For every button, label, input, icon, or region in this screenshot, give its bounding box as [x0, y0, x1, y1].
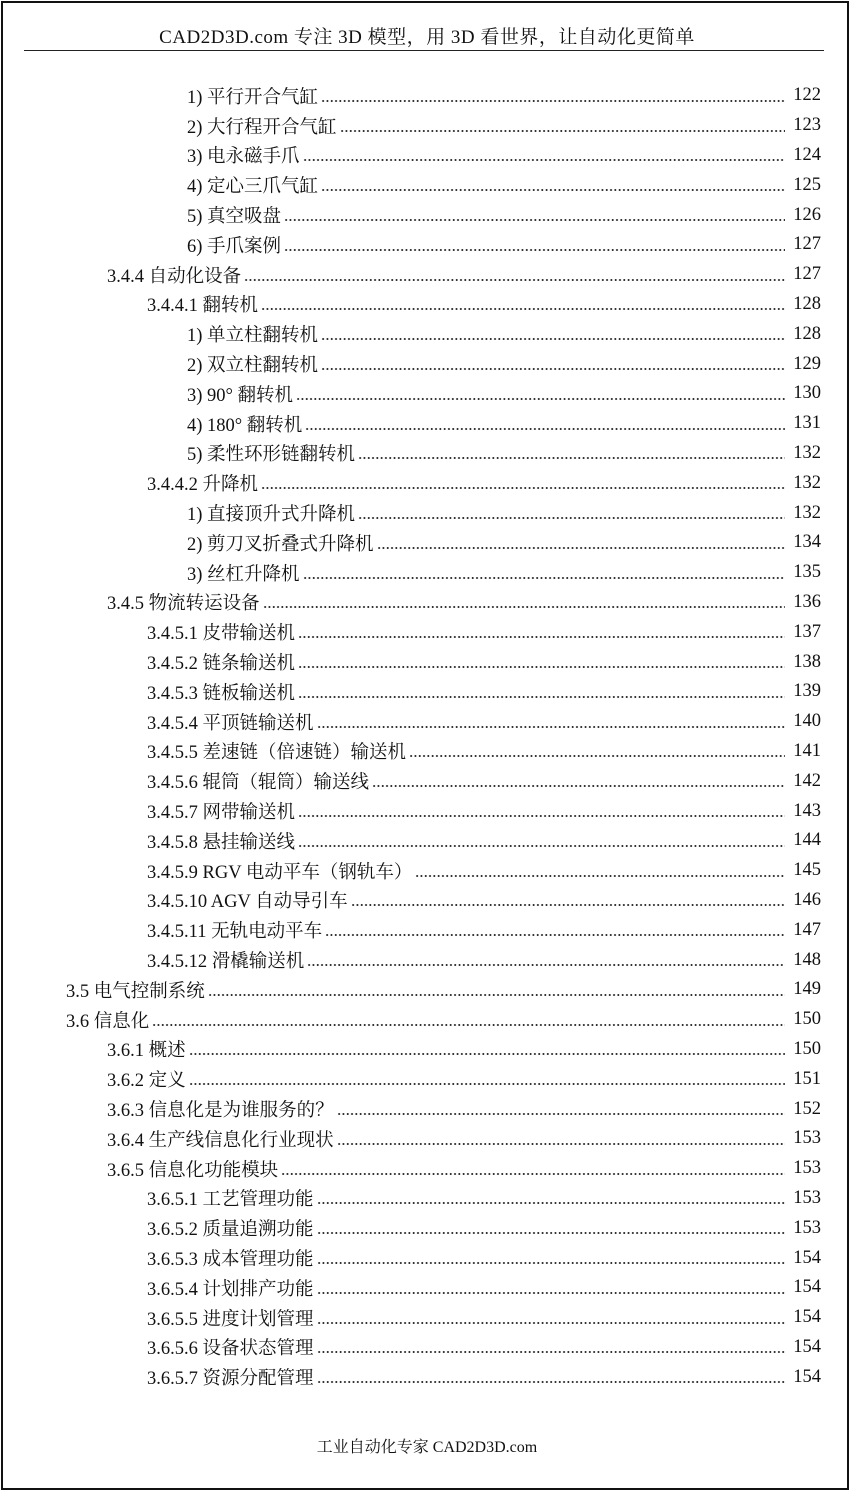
toc-entry-page-number: 130	[793, 383, 821, 404]
toc-entry[interactable]	[187, 200, 821, 230]
toc-entry[interactable]	[147, 737, 821, 767]
toc-entry-page-number: 141	[793, 740, 821, 761]
toc-entry-title: 2) 双立柱翻转机	[187, 356, 319, 377]
toc-entry-title: 3.4.5 物流转运设备	[107, 594, 260, 615]
toc-entry[interactable]	[147, 886, 821, 916]
toc-entry-page-number: 135	[793, 562, 821, 583]
toc-entry[interactable]	[147, 468, 821, 498]
toc-entry[interactable]	[187, 141, 821, 171]
dot-leader	[303, 159, 785, 161]
dot-leader	[317, 1232, 785, 1234]
page-header: CAD2D3D.com 专注 3D 模型，用 3D 看世界，让自动化更简单	[159, 27, 695, 48]
toc-entry[interactable]	[187, 349, 821, 379]
toc-entry-page-number: 154	[793, 1336, 821, 1357]
dot-leader	[298, 636, 785, 638]
toc-entry-page-number: 148	[793, 949, 821, 970]
toc-entry-title: 3.4.5.11 无轨电动平车	[147, 922, 323, 943]
dot-leader	[189, 1053, 785, 1055]
header-rule	[24, 50, 824, 51]
toc-entry[interactable]	[187, 379, 821, 409]
toc-entry-title: 3.6.5.5 进度计划管理	[147, 1309, 314, 1330]
toc-entry-title: 3.4.5.8 悬挂输送线	[147, 832, 296, 853]
toc-entry-page-number: 142	[793, 770, 821, 791]
dot-leader	[358, 517, 785, 519]
toc-entry-title: 1) 平行开合气缸	[187, 87, 319, 108]
toc-entry-page-number: 128	[793, 323, 821, 344]
dot-leader	[321, 189, 785, 191]
dot-leader	[284, 219, 785, 221]
dot-leader	[208, 994, 785, 996]
toc-entry-title: 3.4.4.1 翻转机	[147, 296, 259, 317]
toc-entry-title: 4) 180° 翻转机	[187, 415, 303, 436]
toc-entry-title: 3.5 电气控制系统	[66, 981, 205, 1002]
toc-entry-page-number: 154	[793, 1277, 821, 1298]
toc-entry-page-number: 154	[793, 1247, 821, 1268]
toc-entry-title: 5) 柔性环形链翻转机	[187, 445, 356, 466]
dot-leader	[317, 1262, 785, 1264]
toc-entry-page-number: 149	[793, 979, 821, 1000]
dot-leader	[321, 100, 785, 102]
dot-leader	[281, 1173, 785, 1175]
toc-entry-page-number: 146	[793, 889, 821, 910]
toc-entry-title: 3.6.3 信息化是为谁服务的？	[107, 1101, 334, 1122]
toc-entry-page-number: 128	[793, 293, 821, 314]
toc-entry-page-number: 123	[793, 115, 821, 136]
toc-entry-title: 3.6.2 定义	[107, 1071, 186, 1092]
toc-entry[interactable]	[147, 1213, 821, 1243]
toc-entry-title: 3.6.5.3 成本管理功能	[147, 1250, 314, 1271]
toc-entry-title: 3.6.4 生产线信息化行业现状	[107, 1130, 334, 1151]
dot-leader	[263, 606, 785, 608]
toc-entry-title: 5) 真空吸盘	[187, 207, 282, 228]
toc-entry[interactable]	[107, 1064, 821, 1094]
dot-leader	[409, 755, 785, 757]
toc-entry-title: 3.4.4.2 升降机	[147, 475, 259, 496]
dot-leader	[358, 457, 785, 459]
toc-entry[interactable]	[147, 826, 821, 856]
toc-entry-page-number: 153	[793, 1128, 821, 1149]
toc-entry-page-number: 153	[793, 1158, 821, 1179]
toc-entry[interactable]	[107, 1154, 821, 1184]
toc-entry-title: 3.6.5.2 质量追溯功能	[147, 1220, 314, 1241]
toc-entry-page-number: 132	[793, 502, 821, 523]
toc-entry-title: 3.6.1 概述	[107, 1041, 186, 1062]
toc-entry-page-number: 129	[793, 353, 821, 374]
toc-entry[interactable]	[107, 1124, 821, 1154]
toc-entry-title: 3.6.5.7 资源分配管理	[147, 1369, 314, 1390]
toc-entry-page-number: 131	[793, 413, 821, 434]
toc-entry-page-number: 127	[793, 264, 821, 285]
dot-leader	[321, 338, 785, 340]
toc-entry-title: 3.4.5.5 差速链（倍速链）输送机	[147, 743, 407, 764]
toc-entry-page-number: 137	[793, 621, 821, 642]
toc-entry-page-number: 140	[793, 711, 821, 732]
toc-entry[interactable]	[187, 170, 821, 200]
toc-entry-page-number: 154	[793, 1366, 821, 1387]
dot-leader	[189, 1083, 785, 1085]
dot-leader	[298, 815, 785, 817]
toc-entry[interactable]	[187, 439, 821, 469]
toc-entry[interactable]	[107, 260, 821, 290]
toc-entry-page-number: 153	[793, 1217, 821, 1238]
dot-leader	[296, 398, 785, 400]
toc-entry-title: 3.4.5.4 平顶链输送机	[147, 713, 314, 734]
dot-leader	[244, 279, 785, 281]
dot-leader	[337, 1113, 785, 1115]
toc-entry-title: 3.6.5.6 设备状态管理	[147, 1339, 314, 1360]
toc-entry[interactable]	[107, 1035, 821, 1065]
toc-entry-title: 3.4.4 自动化设备	[107, 266, 242, 287]
toc-entry-page-number: 145	[793, 860, 821, 881]
toc-entry-page-number: 125	[793, 174, 821, 195]
toc-entry[interactable]	[147, 1243, 821, 1273]
dot-leader	[351, 904, 785, 906]
toc-entry[interactable]	[147, 796, 821, 826]
toc-entry-page-number: 124	[793, 144, 821, 165]
toc-entry-title: 3.4.5.7 网带输送机	[147, 803, 296, 824]
toc-entry[interactable]	[147, 677, 821, 707]
toc-entry[interactable]	[147, 915, 821, 945]
toc-entry[interactable]	[147, 617, 821, 647]
dot-leader	[317, 1202, 785, 1204]
toc-entry-page-number: 139	[793, 681, 821, 702]
dot-leader	[305, 428, 785, 430]
toc-entry-title: 3.6.5.4 计划排产功能	[147, 1279, 314, 1300]
toc-entry-page-number: 136	[793, 591, 821, 612]
toc-entry[interactable]	[147, 1184, 821, 1214]
toc-entry[interactable]	[107, 1094, 821, 1124]
dot-leader	[298, 845, 785, 847]
dot-leader	[303, 577, 785, 579]
toc-entry-title: 2) 剪刀叉折叠式升降机	[187, 534, 374, 555]
toc-entry[interactable]	[187, 111, 821, 141]
dot-leader	[152, 1024, 785, 1026]
dot-leader	[317, 1351, 785, 1353]
toc-entry[interactable]	[147, 290, 821, 320]
toc-entry-page-number: 152	[793, 1098, 821, 1119]
dot-leader	[317, 726, 785, 728]
toc-entry[interactable]	[187, 558, 821, 588]
toc-entry-title: 3.4.5.6 辊筒（辊筒）输送线	[147, 773, 370, 794]
toc-entry-title: 3) 丝杠升降机	[187, 564, 300, 585]
toc-entry[interactable]	[107, 588, 821, 618]
toc-entry[interactable]	[147, 945, 821, 975]
toc-entry-title: 3) 电永磁手爪	[187, 147, 300, 168]
toc-entry[interactable]	[66, 1005, 821, 1035]
toc-entry-title: 3.4.5.2 链条输送机	[147, 654, 296, 675]
dot-leader	[340, 130, 785, 132]
toc-entry[interactable]	[147, 856, 821, 886]
toc-entry-title: 3.4.5.9 RGV 电动平车（钢轨车）	[147, 862, 413, 883]
toc-entry-title: 3.4.5.12 滑橇输送机	[147, 952, 305, 973]
dot-leader	[261, 487, 785, 489]
dot-leader	[298, 696, 785, 698]
toc-entry-title: 3.4.5.3 链板输送机	[147, 683, 296, 704]
toc-entry[interactable]	[147, 1333, 821, 1363]
dot-leader	[321, 368, 785, 370]
toc-entry-page-number: 138	[793, 651, 821, 672]
toc-entry-title: 3.6 信息化	[66, 1011, 150, 1032]
toc-entry[interactable]	[147, 1273, 821, 1303]
dot-leader	[325, 934, 785, 936]
toc-entry[interactable]	[187, 81, 821, 111]
toc-entry-page-number: 150	[793, 1009, 821, 1030]
toc-entry-page-number: 150	[793, 1038, 821, 1059]
toc-entry-page-number: 151	[793, 1068, 821, 1089]
dot-leader	[284, 249, 785, 251]
toc-entry-title: 1) 直接顶升式升降机	[187, 505, 356, 526]
toc-entry-title: 3.6.5 信息化功能模块	[107, 1160, 279, 1181]
toc-entry[interactable]	[147, 1362, 821, 1392]
dot-leader	[377, 547, 785, 549]
toc-entry-page-number: 154	[793, 1307, 821, 1328]
toc-entry[interactable]	[147, 1303, 821, 1333]
toc-entry-title: 3.6.5.1 工艺管理功能	[147, 1190, 314, 1211]
toc-entry[interactable]	[66, 975, 821, 1005]
toc-entry[interactable]	[187, 319, 821, 349]
toc-entry[interactable]	[147, 647, 821, 677]
toc-entry-page-number: 134	[793, 532, 821, 553]
toc-entry[interactable]	[187, 498, 821, 528]
dot-leader	[415, 875, 785, 877]
dot-leader	[317, 1322, 785, 1324]
toc-entry-title: 6) 手爪案例	[187, 236, 282, 257]
toc-entry[interactable]	[147, 766, 821, 796]
toc-entry[interactable]	[187, 230, 821, 260]
toc-entry-page-number: 144	[793, 830, 821, 851]
toc-entry[interactable]	[147, 707, 821, 737]
toc-entry-title: 3.4.5.1 皮带输送机	[147, 624, 296, 645]
toc-entry-page-number: 126	[793, 204, 821, 225]
toc-entry[interactable]	[187, 528, 821, 558]
dot-leader	[307, 964, 785, 966]
toc-entry-page-number: 122	[793, 85, 821, 106]
toc-entry-title: 1) 单立柱翻转机	[187, 326, 319, 347]
dot-leader	[298, 666, 785, 668]
page-footer: 工业自动化专家 CAD2D3D.com	[316, 1439, 538, 1456]
dot-leader	[337, 1143, 785, 1145]
toc-entry-title: 2) 大行程开合气缸	[187, 117, 337, 138]
toc-entry[interactable]	[187, 409, 821, 439]
dot-leader	[261, 308, 785, 310]
toc-entry-page-number: 153	[793, 1187, 821, 1208]
toc-entry-title: 3) 90° 翻转机	[187, 385, 294, 406]
dot-leader	[317, 1292, 785, 1294]
toc-entry-page-number: 127	[793, 234, 821, 255]
toc-entry-title: 4) 定心三爪气缸	[187, 177, 319, 198]
toc-entry-title: 3.4.5.10 AGV 自动导引车	[147, 892, 348, 913]
dot-leader	[317, 1381, 785, 1383]
toc-entry-page-number: 132	[793, 472, 821, 493]
toc-entry-page-number: 147	[793, 919, 821, 940]
toc-entry-page-number: 143	[793, 800, 821, 821]
toc-entry-page-number: 132	[793, 442, 821, 463]
dot-leader	[372, 785, 785, 787]
